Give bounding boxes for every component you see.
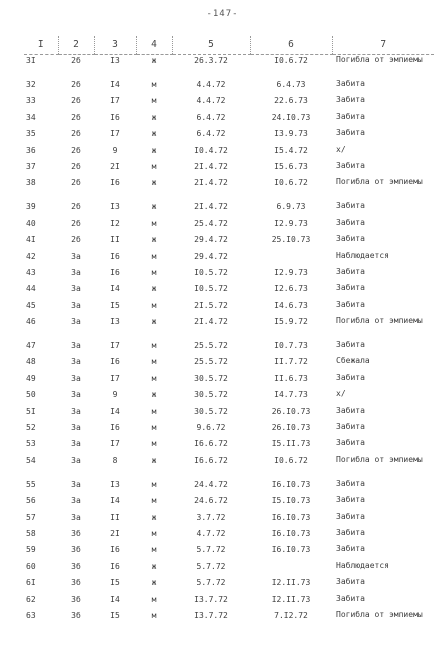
- cell-date-start: 4.4.72: [196, 96, 226, 106]
- cell-group-code: 2б: [71, 178, 81, 188]
- table-body: [24, 55, 434, 634]
- table-row: [24, 251, 434, 267]
- cell-date-end: I0.6.72: [274, 56, 308, 65]
- cell-date-start: I6.6.72: [194, 455, 228, 465]
- cell-outcome: Забита: [336, 495, 365, 505]
- cell-sex: ж: [151, 317, 157, 327]
- table-row: [24, 373, 434, 389]
- cell-outcome: Погибла от эмпиемы: [336, 316, 423, 326]
- cell-sex: м: [151, 300, 157, 310]
- cell-sex: м: [151, 439, 157, 449]
- cell-value-col3: 9: [112, 390, 118, 400]
- cell-row-number: 60: [26, 561, 36, 571]
- table-row: [24, 201, 434, 217]
- cell-date-end: I4.7.73: [274, 390, 308, 400]
- table-row: [24, 218, 434, 234]
- table-row: [24, 512, 434, 528]
- cell-outcome: Сбежала: [336, 356, 370, 366]
- cell-date-end: I6.I0.73: [271, 479, 311, 489]
- cell-sex: ж: [151, 561, 157, 571]
- cell-sex: м: [151, 357, 157, 367]
- cell-value-col3: I6: [110, 178, 120, 188]
- cell-sex: ж: [151, 512, 157, 522]
- cell-date-end: 26.I0.73: [271, 406, 311, 416]
- cell-group-code: 3б: [71, 561, 81, 571]
- cell-row-number: 48: [26, 357, 36, 367]
- cell-date-end: 22.6.73: [274, 96, 308, 106]
- cell-date-end: II.6.73: [274, 373, 308, 383]
- cell-outcome: Забита: [336, 160, 365, 170]
- cell-value-col3: I6: [110, 423, 120, 433]
- cell-group-code: 3а: [71, 390, 81, 400]
- cell-sex: м: [151, 594, 157, 604]
- cell-sex: ж: [151, 112, 157, 122]
- cell-date-end: 26.I0.73: [271, 423, 311, 433]
- table-row: [24, 300, 434, 316]
- table-row: [24, 316, 434, 340]
- table-row: [24, 577, 434, 593]
- cell-row-number: 62: [26, 594, 36, 604]
- page-number: -147-: [206, 9, 239, 19]
- cell-date-end: I6.I0.73: [271, 512, 311, 522]
- cell-row-number: 3I: [26, 56, 36, 65]
- cell-outcome: Погибла от эмпиемы: [336, 454, 423, 464]
- cell-date-start: 25.5.72: [194, 357, 228, 367]
- cell-group-code: 3б: [71, 594, 81, 604]
- cell-date-end: I0.6.72: [274, 455, 308, 465]
- cell-date-end: I2.6.73: [274, 284, 308, 294]
- cell-row-number: 45: [26, 300, 36, 310]
- table-row: [24, 389, 434, 405]
- cell-row-number: 6I: [26, 578, 36, 588]
- cell-date-start: I3.7.72: [194, 594, 228, 604]
- column-header-7: 7: [332, 36, 434, 55]
- cell-value-col3: I6: [110, 545, 120, 555]
- cell-row-number: 58: [26, 528, 36, 538]
- cell-group-code: 3а: [71, 439, 81, 449]
- cell-date-start: 29.4.72: [194, 235, 228, 245]
- cell-date-start: 2I.4.72: [194, 178, 228, 188]
- cell-outcome: Забита: [336, 544, 365, 554]
- cell-row-number: 5I: [26, 406, 36, 416]
- cell-date-end: I3.9.73: [274, 129, 308, 139]
- cell-value-col3: 8: [112, 455, 118, 465]
- cell-date-end: II.7.72: [274, 357, 308, 367]
- cell-group-code: 3а: [71, 357, 81, 367]
- table-row: [24, 340, 434, 356]
- cell-row-number: 49: [26, 373, 36, 383]
- cell-group-code: 2б: [71, 129, 81, 139]
- cell-value-col3: I7: [110, 341, 120, 351]
- cell-sex: м: [151, 218, 157, 228]
- cell-date-start: 24.6.72: [194, 496, 228, 506]
- table-row: [24, 528, 434, 544]
- cell-group-code: 3а: [71, 300, 81, 310]
- cell-sex: ж: [151, 578, 157, 588]
- cell-outcome: Забита: [336, 340, 365, 350]
- cell-date-start: 2I.4.72: [194, 202, 228, 212]
- cell-sex: м: [151, 528, 157, 538]
- cell-group-code: 2б: [71, 218, 81, 228]
- cell-outcome: Забита: [336, 111, 365, 121]
- table-row: [24, 561, 434, 577]
- table-row: [24, 610, 434, 634]
- cell-date-end: [250, 251, 332, 267]
- column-header-6: 6: [250, 36, 332, 55]
- cell-outcome: Погибла от эмпиемы: [336, 609, 423, 619]
- cell-outcome: Забита: [336, 527, 365, 537]
- cell-date-end: I0.6.72: [274, 178, 308, 188]
- cell-date-end: I5.9.72: [274, 317, 308, 327]
- cell-date-start: I0.4.72: [194, 145, 228, 155]
- data-table-container: [24, 36, 434, 634]
- cell-row-number: 33: [26, 96, 36, 106]
- cell-row-number: 52: [26, 423, 36, 433]
- cell-date-start: 5.7.72: [196, 561, 226, 571]
- cell-row-number: 42: [26, 251, 36, 261]
- cell-row-number: 37: [26, 161, 36, 171]
- cell-value-col3: I4: [110, 284, 120, 294]
- cell-date-end: I0.7.73: [274, 341, 308, 351]
- cell-value-col3: I5: [110, 578, 120, 588]
- cell-row-number: 46: [26, 317, 36, 327]
- table-row: [24, 422, 434, 438]
- cell-date-start: 26.3.72: [194, 56, 228, 65]
- cell-value-col3: I2: [110, 218, 120, 228]
- cell-value-col3: I5: [110, 610, 120, 620]
- table-row: [24, 161, 434, 177]
- cell-row-number: 47: [26, 341, 36, 351]
- table-header-row: [24, 36, 434, 55]
- cell-date-end: I5.I0.73: [271, 496, 311, 506]
- cell-value-col3: I7: [110, 129, 120, 139]
- table-row: [24, 112, 434, 128]
- cell-value-col3: I7: [110, 373, 120, 383]
- cell-sex: ж: [151, 235, 157, 245]
- cell-date-end: I5.II.73: [271, 439, 311, 449]
- cell-date-start: 24.4.72: [194, 479, 228, 489]
- cell-group-code: 3а: [71, 341, 81, 351]
- cell-row-number: 59: [26, 545, 36, 555]
- cell-group-code: 3а: [71, 267, 81, 277]
- cell-sex: м: [151, 610, 157, 620]
- table-row: [24, 495, 434, 511]
- cell-row-number: 4I: [26, 235, 36, 245]
- cell-outcome: Забита: [336, 95, 365, 105]
- table-row: [24, 79, 434, 95]
- cell-sex: ж: [151, 178, 157, 188]
- cell-date-end: 24.I0.73: [271, 112, 311, 122]
- cell-date-start: 25.4.72: [194, 218, 228, 228]
- cell-outcome: Забита: [336, 593, 365, 603]
- cell-value-col3: 2I: [110, 161, 120, 171]
- cell-outcome: Забита: [336, 266, 365, 276]
- cell-row-number: 63: [26, 610, 36, 620]
- cell-group-code: 3б: [71, 578, 81, 588]
- cell-value-col3: I6: [110, 112, 120, 122]
- table-row: [24, 283, 434, 299]
- table-row: [24, 177, 434, 201]
- cell-date-start: I6.6.72: [194, 439, 228, 449]
- cell-date-start: 30.5.72: [194, 373, 228, 383]
- cell-date-end: I2.II.73: [271, 594, 311, 604]
- cell-date-end: I6.I0.73: [271, 545, 311, 555]
- cell-row-number: 50: [26, 390, 36, 400]
- cell-value-col3: I4: [110, 594, 120, 604]
- cell-value-col3: I3: [110, 202, 120, 212]
- cell-row-number: 32: [26, 80, 36, 89]
- cell-group-code: 3б: [71, 545, 81, 555]
- cell-sex: м: [151, 373, 157, 383]
- cell-group-code: 3а: [71, 284, 81, 294]
- table-row: [24, 594, 434, 610]
- cell-row-number: 56: [26, 496, 36, 506]
- cell-outcome: Наблюдается: [336, 250, 389, 260]
- table-row: [24, 356, 434, 372]
- cell-date-end: 6.4.73: [276, 80, 306, 89]
- cell-group-code: 3а: [71, 317, 81, 327]
- cell-outcome: Забита: [336, 128, 365, 138]
- cell-date-start: 30.5.72: [194, 406, 228, 416]
- cell-group-code: 2б: [71, 56, 81, 65]
- cell-row-number: 36: [26, 145, 36, 155]
- data-table: [24, 36, 434, 634]
- cell-value-col3: I4: [110, 406, 120, 416]
- cell-date-start: 2I.4.72: [194, 161, 228, 171]
- cell-sex: м: [151, 406, 157, 416]
- cell-row-number: 43: [26, 267, 36, 277]
- cell-date-end: I2.II.73: [271, 578, 311, 588]
- cell-value-col3: I6: [110, 357, 120, 367]
- table-row: [24, 438, 434, 454]
- column-header-3: 3: [94, 36, 136, 55]
- table-row: [24, 55, 434, 80]
- cell-date-start: 6.4.72: [196, 129, 226, 139]
- cell-outcome: Забита: [336, 422, 365, 432]
- cell-outcome: Забита: [336, 201, 365, 211]
- cell-group-code: 2б: [71, 202, 81, 212]
- cell-row-number: 40: [26, 218, 36, 228]
- cell-date-end: [250, 561, 332, 577]
- cell-date-start: 9.6.72: [196, 423, 226, 433]
- cell-value-col3: I4: [110, 80, 120, 89]
- cell-outcome: х/: [336, 144, 346, 154]
- table-row: [24, 234, 434, 250]
- cell-value-col3: I7: [110, 96, 120, 106]
- cell-date-start: 2I.5.72: [194, 300, 228, 310]
- cell-value-col3: I3: [110, 479, 120, 489]
- cell-sex: ж: [151, 56, 157, 65]
- cell-value-col3: I3: [110, 317, 120, 327]
- cell-group-code: 3а: [71, 423, 81, 433]
- cell-row-number: 54: [26, 455, 36, 465]
- table-row: [24, 479, 434, 495]
- cell-date-start: 25.5.72: [194, 341, 228, 351]
- cell-sex: м: [151, 423, 157, 433]
- cell-value-col3: I7: [110, 439, 120, 449]
- cell-sex: м: [151, 80, 157, 89]
- cell-date-end: 25.I0.73: [271, 235, 311, 245]
- cell-row-number: 44: [26, 284, 36, 294]
- cell-outcome: Забита: [336, 577, 365, 587]
- cell-value-col3: I3: [110, 56, 120, 65]
- cell-value-col3: I6: [110, 561, 120, 571]
- cell-group-code: 3а: [71, 455, 81, 465]
- cell-date-start: 3.7.72: [196, 512, 226, 522]
- cell-date-end: 7.I2.72: [274, 610, 308, 620]
- cell-outcome: Забита: [336, 299, 365, 309]
- cell-date-end: I2.9.73: [274, 218, 308, 228]
- cell-date-start: 5.7.72: [196, 578, 226, 588]
- cell-group-code: 3а: [71, 406, 81, 416]
- cell-date-end: I2.9.73: [274, 267, 308, 277]
- cell-date-end: I6.I0.73: [271, 528, 311, 538]
- cell-group-code: 3а: [71, 479, 81, 489]
- cell-sex: ж: [151, 284, 157, 294]
- cell-value-col3: I5: [110, 300, 120, 310]
- cell-group-code: 2б: [71, 235, 81, 245]
- cell-outcome: Забита: [336, 478, 365, 488]
- cell-group-code: 3а: [71, 251, 81, 261]
- cell-date-start: I3.7.72: [194, 610, 228, 620]
- cell-outcome: Забита: [336, 283, 365, 293]
- cell-group-code: 2б: [71, 112, 81, 122]
- cell-date-end: I5.4.72: [274, 145, 308, 155]
- cell-value-col3: II: [110, 512, 120, 522]
- cell-outcome: х/: [336, 389, 346, 399]
- cell-sex: м: [151, 496, 157, 506]
- cell-group-code: 2б: [71, 145, 81, 155]
- cell-date-end: I4.6.73: [274, 300, 308, 310]
- cell-row-number: 34: [26, 112, 36, 122]
- table-row: [24, 455, 434, 479]
- cell-date-end: I5.6.73: [274, 161, 308, 171]
- cell-sex: м: [151, 545, 157, 555]
- cell-sex: м: [151, 267, 157, 277]
- cell-value-col3: 2I: [110, 528, 120, 538]
- cell-date-start: 6.4.72: [196, 112, 226, 122]
- table-row: [24, 406, 434, 422]
- cell-date-start: 30.5.72: [194, 390, 228, 400]
- cell-group-code: 3б: [71, 528, 81, 538]
- cell-outcome: Наблюдается: [336, 560, 389, 570]
- column-header-5: 5: [172, 36, 250, 55]
- cell-group-code: 2б: [71, 96, 81, 106]
- cell-date-start: 2I.4.72: [194, 317, 228, 327]
- column-header-4: 4: [136, 36, 172, 55]
- table-row: [24, 145, 434, 161]
- cell-sex: ж: [151, 455, 157, 465]
- cell-sex: ж: [151, 129, 157, 139]
- cell-date-start: I0.5.72: [194, 284, 228, 294]
- cell-date-end: 6.9.73: [276, 202, 306, 212]
- cell-sex: м: [151, 341, 157, 351]
- cell-value-col3: I6: [110, 251, 120, 261]
- cell-group-code: 2б: [71, 80, 81, 89]
- cell-row-number: 53: [26, 439, 36, 449]
- cell-value-col3: 9: [112, 145, 118, 155]
- cell-outcome: Погибла от эмпиемы: [336, 177, 423, 187]
- cell-sex: м: [151, 251, 157, 261]
- cell-sex: ж: [151, 202, 157, 212]
- cell-outcome: Забита: [336, 372, 365, 382]
- cell-group-code: 3а: [71, 512, 81, 522]
- cell-outcome: Погибла от эмпиемы: [336, 55, 423, 64]
- cell-group-code: 2б: [71, 161, 81, 171]
- cell-row-number: 38: [26, 178, 36, 188]
- table-row: [24, 267, 434, 283]
- table-row: [24, 95, 434, 111]
- cell-outcome: Забита: [336, 405, 365, 415]
- cell-row-number: 57: [26, 512, 36, 522]
- cell-date-start: 5.7.72: [196, 545, 226, 555]
- cell-group-code: 3а: [71, 373, 81, 383]
- cell-row-number: 39: [26, 202, 36, 212]
- cell-sex: ж: [151, 145, 157, 155]
- cell-sex: ж: [151, 390, 157, 400]
- cell-outcome: Забита: [336, 438, 365, 448]
- cell-value-col3: I4: [110, 496, 120, 506]
- cell-row-number: 55: [26, 479, 36, 489]
- cell-sex: м: [151, 161, 157, 171]
- cell-outcome: Забита: [336, 217, 365, 227]
- cell-date-start: 29.4.72: [194, 251, 228, 261]
- table-row: [24, 128, 434, 144]
- cell-sex: м: [151, 479, 157, 489]
- column-header-1: I: [24, 36, 58, 55]
- cell-value-col3: II: [110, 235, 120, 245]
- cell-sex: м: [151, 96, 157, 106]
- cell-group-code: 3б: [71, 610, 81, 620]
- column-header-2: 2: [58, 36, 94, 55]
- cell-row-number: 35: [26, 129, 36, 139]
- cell-date-start: I0.5.72: [194, 267, 228, 277]
- cell-value-col3: I6: [110, 267, 120, 277]
- table-row: [24, 544, 434, 560]
- cell-outcome: Забита: [336, 79, 365, 88]
- cell-outcome: Забита: [336, 511, 365, 521]
- cell-date-start: 4.7.72: [196, 528, 226, 538]
- cell-date-start: 4.4.72: [196, 80, 226, 89]
- cell-outcome: Забита: [336, 234, 365, 244]
- cell-group-code: 3а: [71, 496, 81, 506]
